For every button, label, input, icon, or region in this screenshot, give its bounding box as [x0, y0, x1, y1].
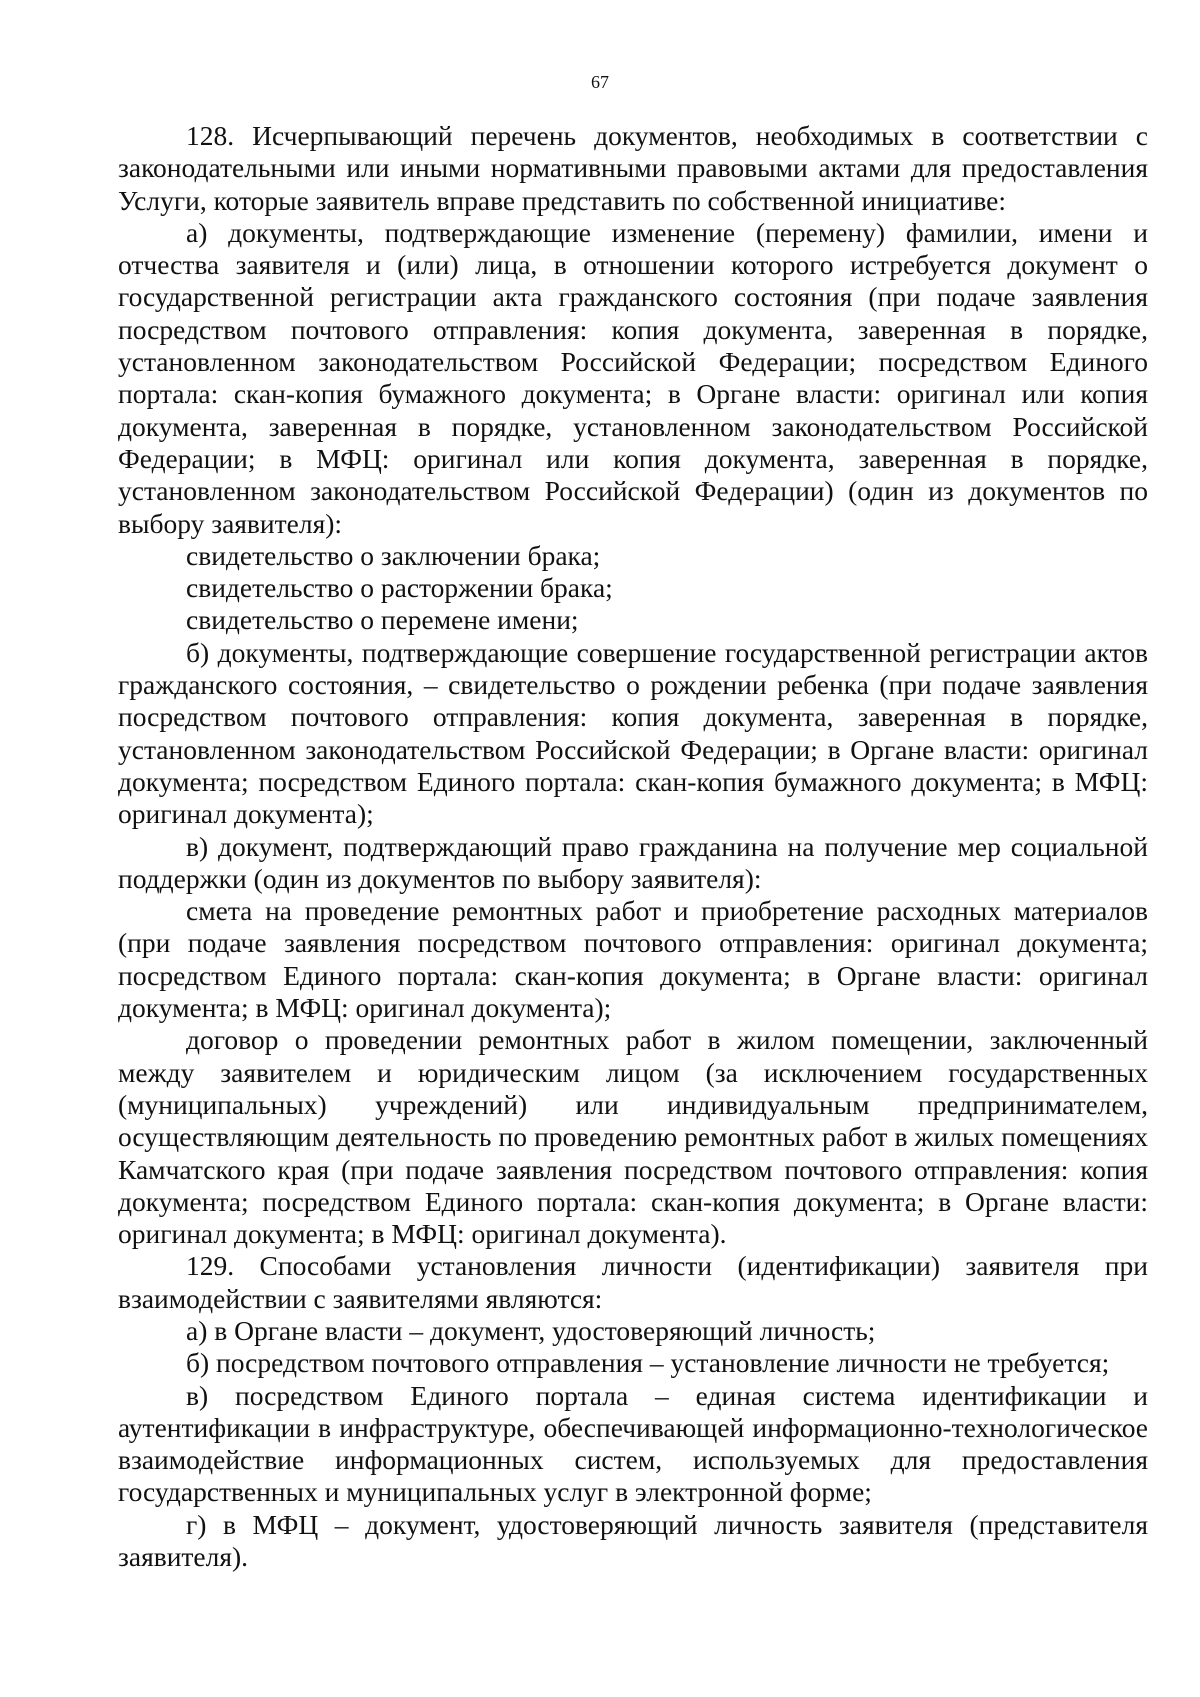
list-item: свидетельство о расторжении брака;: [186, 572, 613, 604]
paragraph-129-b: б) посредством почтового отправления – установление личности не требуется;: [186, 1347, 1110, 1379]
paragraph-128-b: б) документы, подтверждающие совершение государственной регистрации актов гражданского состояния, – свидетельство о рождении ребенка (при подаче заявления посредством почтового отправления: копия документа, заверенная в порядке, установленном законодательством Российской Федерации; в Органе власти: оригинал документа; посредством Единого портала: скан-копия бумажного документа; в МФЦ: оригинал документа);: [118, 636, 1148, 830]
list-item: свидетельство о перемене имени;: [186, 604, 579, 636]
paragraph-129-v: в) посредством Единого портала – единая система идентификации и аутентификации в инфраструктуре, обеспечивающей информационно-технологическое взаимодействие информационных систем, используемых для предоставления государственных и муниципальных услуг в электронной форме;: [118, 1379, 1148, 1508]
page-number: 67: [591, 72, 609, 92]
paragraph-128-v: в) документ, подтверждающий право гражданина на получение мер социальной поддержки (один из документов по выбору заявителя):: [118, 830, 1148, 894]
list-item: свидетельство о заключении брака;: [186, 539, 601, 571]
paragraph-128-a: а) документы, подтверждающие изменение (перемену) фамилии, имени и отчества заявителя и (или) лица, в отношении которого истребуется документ о государственной регистрации акта гражданского состояния (при подаче заявления посредством почтового отправления: копия документа, заверенная в порядке, установленном законодательством Российской Федерации; посредством Единого портала: скан-копия бумажного документа; в Органе власти: оригинал или копия документа, заверенная в порядке, установленном законодательством Российской Федерации; в МФЦ: оригинал или копия документа, заверенная в порядке, установленном законодательством Российской Федерации) (один из документов по выбору заявителя):: [118, 216, 1148, 539]
paragraph-129: 129. Способами установления личности (идентификации) заявителя при взаимодействии с заявителями являются:: [118, 1250, 1148, 1314]
paragraph-129-a: а) в Органе власти – документ, удостоверяющий личность;: [186, 1314, 876, 1346]
paragraph-129-g: г) в МФЦ – документ, удостоверяющий личность заявителя (представителя заявителя).: [118, 1508, 1148, 1573]
paragraph-128: 128. Исчерпывающий перечень документов, необходимых в соответствии с законодательными или иными нормативными правовыми актами для предоставления Услуги, которые заявитель вправе представить по собственной инициативе:: [118, 120, 1148, 216]
list-item: договор о проведении ремонтных работ в жилом помещении, заключенный между заявителем и юридическим лицом (за исключением государственных (муниципальных) учреждений) или индивидуальным предпринимателем, осуществляющим деятельность по проведению ремонтных работ в жилых помещениях Камчатского края (при подаче заявления посредством почтового отправления: копия документа; посредством Единого портала: скан-копия документа; в Органе власти: оригинал документа; в МФЦ: оригинал документа).: [118, 1024, 1148, 1250]
list-item: смета на проведение ремонтных работ и приобретение расходных материалов (при подаче заявления посредством почтового отправления: оригинал документа; посредством Единого портала: скан-копия документа; в Органе власти: оригинал документа; в МФЦ: оригинал документа);: [118, 895, 1148, 1024]
document-body: [118, 120, 1148, 1573]
